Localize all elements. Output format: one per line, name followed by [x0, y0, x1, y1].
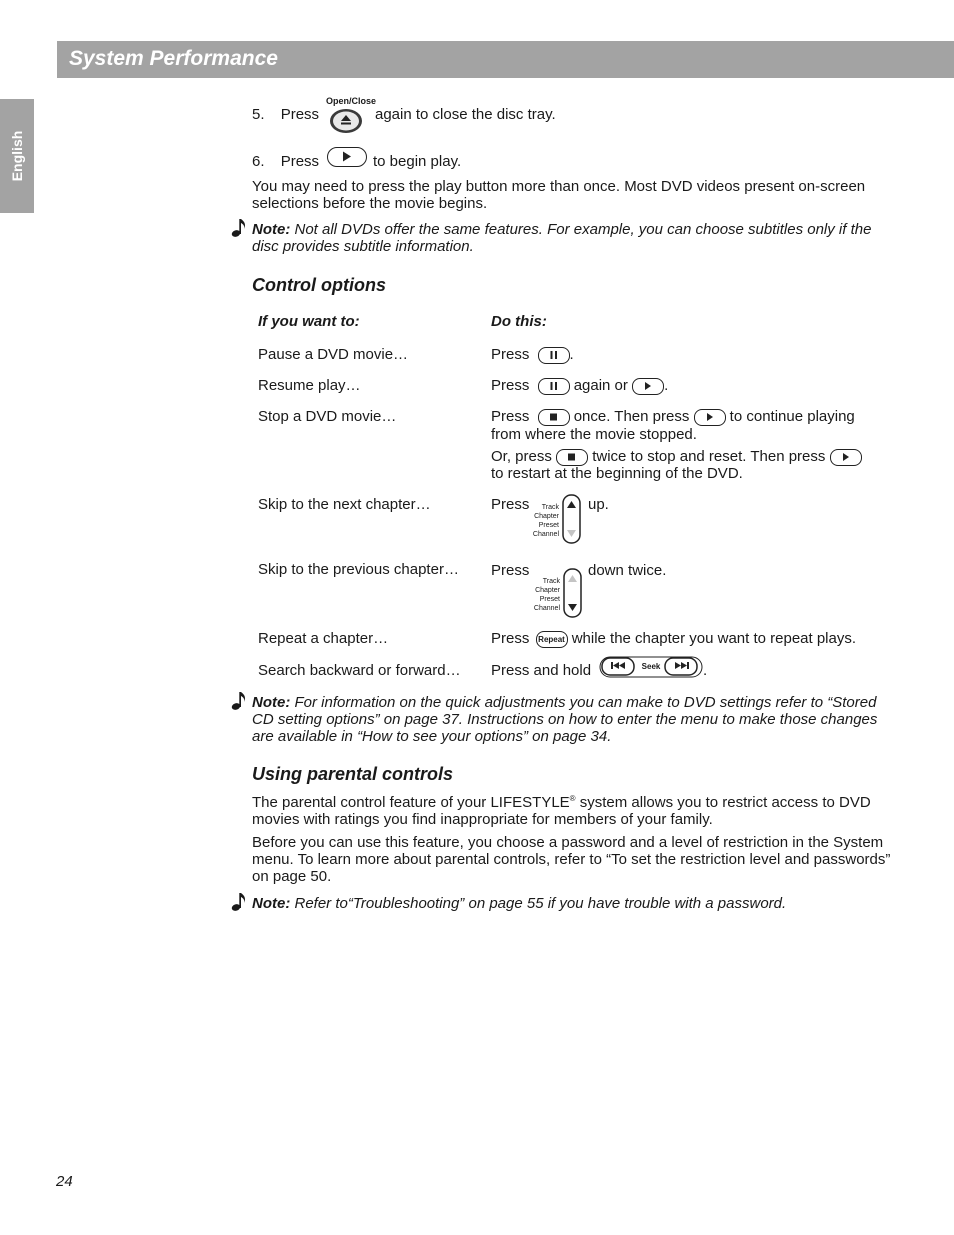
control-row-do-line2: from where the movie stopped.: [491, 426, 697, 443]
control-row-do: Press .: [491, 346, 574, 363]
control-row-want: Skip to the previous chapter…: [258, 561, 459, 578]
control-row-do-line3: Or, press twice to stop and reset. Then press: [491, 448, 862, 466]
music-note-icon: [231, 892, 247, 912]
control-row-do-line4: to restart at the beginning of the DVD.: [491, 465, 743, 482]
step-number: 5.: [252, 106, 265, 123]
note-text: Not all DVDs offer the same features. For example, you can choose subtitles only if the disc provides subtitle information.: [252, 221, 872, 255]
note-1: [252, 221, 902, 255]
stop-icon: [557, 450, 586, 464]
play-icon: [633, 379, 662, 393]
note-label: Note:: [252, 694, 291, 711]
play-button: [327, 147, 367, 167]
control-options-heading: Control options: [252, 275, 386, 295]
note-label: Note:: [252, 221, 291, 238]
play-icon: [695, 410, 724, 424]
control-row-want: Search backward or forward…: [258, 662, 461, 679]
track-rocker-up: Track Chapter Preset Channel: [533, 494, 583, 544]
play-icon: [328, 148, 365, 165]
parental-paragraph-1: The parental control feature of your LIFESTYLE® system allows you to restrict access to DVD movies with ratings you find inappropriate for members of your family.: [252, 794, 871, 828]
step-5-text-post: again to close the disc tray.: [375, 106, 556, 123]
control-row-do-pre: Press: [491, 496, 530, 513]
stop-button: [538, 409, 570, 426]
control-row-do-pre: Press: [491, 562, 530, 579]
rocker-arrows-icon: [562, 494, 582, 544]
control-row-do-post: up.: [588, 496, 609, 513]
note-3: [252, 895, 902, 912]
control-row-want: Skip to the next chapter…: [258, 496, 431, 513]
control-row-do-post: down twice.: [588, 562, 667, 579]
rocker-arrows-icon: [563, 568, 583, 618]
play-button: [694, 409, 726, 426]
pause-icon: [539, 379, 568, 393]
note-text: For information on the quick adjustments you can make to DVD settings refer to “Stored CD setting options” on page 37. Instructions on how to enter the menu to make those changes are available in “How to see your options” on page 34.: [252, 694, 878, 745]
play-icon: [831, 450, 860, 464]
control-row-want: Stop a DVD movie…: [258, 408, 397, 425]
control-row-do: Press Repeat while the chapter you want to repeat plays.: [491, 630, 857, 647]
intro-paragraph: You may need to press the play button more than once. Most DVD videos present on-screen selections before the movie begins.: [252, 178, 866, 212]
repeat-button-label: Repeat: [538, 634, 565, 644]
control-row-want: Repeat a chapter…: [258, 630, 389, 647]
open-close-caption: Open/Close: [326, 96, 377, 106]
track-rocker-down: Track Chapter Preset Channel: [534, 568, 584, 618]
music-note-icon: [231, 691, 247, 711]
language-tab-label: English: [9, 130, 25, 182]
step-text-pre: Press: [280, 106, 320, 123]
parental-controls-heading: Using parental controls: [252, 764, 454, 784]
play-button: [632, 378, 664, 395]
column-header-do: Do this:: [491, 313, 547, 330]
step-6-text-post: to begin play.: [373, 153, 462, 170]
step-6: [252, 153, 319, 170]
language-tab: [0, 99, 34, 213]
note-label: Note:: [252, 895, 291, 912]
step-number: 6.: [252, 153, 265, 170]
repeat-button: [536, 631, 568, 648]
section-header-bar: [57, 41, 954, 78]
stop-button: [556, 449, 588, 466]
seek-label: Seek: [641, 662, 661, 671]
open-close-button: [329, 108, 363, 134]
pause-icon: [539, 348, 568, 362]
control-row-do: Press once. Then press to continue playing: [491, 408, 855, 425]
step-text-pre: Press: [280, 153, 320, 170]
seek-buttons: [599, 656, 703, 678]
note-text: Refer to“Troubleshooting” on page 55 if you have trouble with a password.: [294, 895, 787, 912]
page-number: 24: [56, 1173, 73, 1190]
control-row-do: Press again or .: [491, 377, 669, 394]
control-row-want: Pause a DVD movie…: [258, 346, 409, 363]
pause-button: [538, 347, 570, 364]
control-row-want: Resume play…: [258, 377, 361, 394]
stop-icon: [539, 410, 568, 424]
note-2: [252, 694, 902, 745]
page-title: System Performance: [69, 47, 278, 70]
parental-paragraph-2: Before you can use this feature, you choose a password and a level of restriction in the System menu. To learn more about parental controls, refer to “To set the restriction level and passwords” on page 50.: [252, 834, 891, 885]
control-row-do-post: .: [703, 662, 708, 679]
pause-button: [538, 378, 570, 395]
eject-icon: [329, 108, 363, 134]
column-header-want: If you want to:: [258, 313, 360, 330]
play-button: [830, 449, 862, 466]
music-note-icon: [231, 218, 247, 238]
step-5: [252, 106, 319, 123]
control-row-do: Press and hold: [491, 662, 592, 679]
